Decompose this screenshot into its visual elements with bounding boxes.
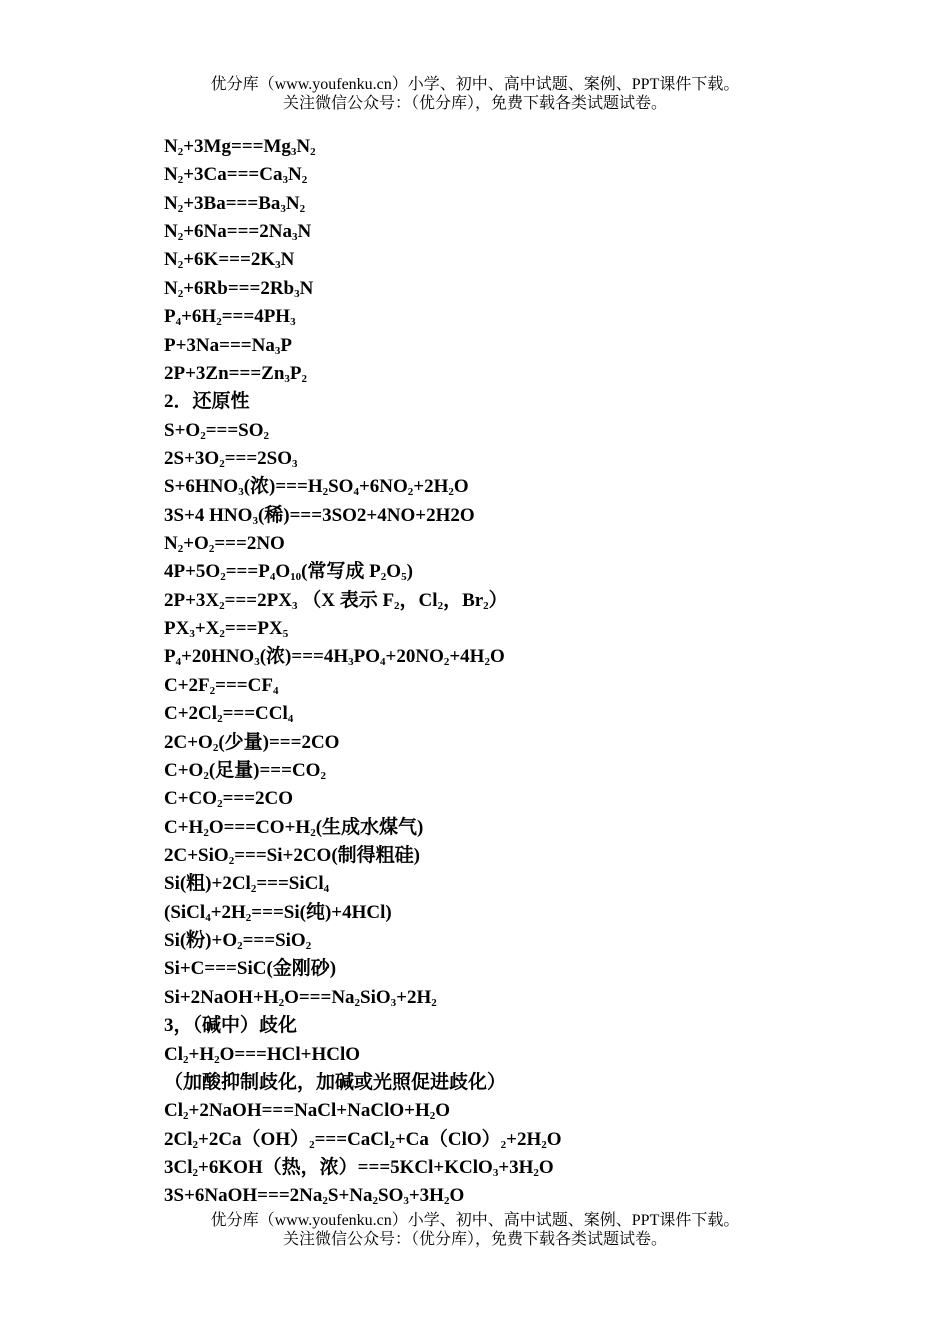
equation-line: $Si+2NaOH+H_2O===Na_2SiO_3+2H_2$ (164, 986, 437, 1009)
equation-line: $2S+3O_2===2SO_3$ (164, 447, 298, 470)
header-line-2: 关注微信公众号：（优分库），免费下载各类试题试卷。 (282, 95, 667, 112)
equation-line: $Cl_2+2NaOH===NaCl+NaClO+H_2O$ (164, 1100, 451, 1123)
equation-line: $4P+5O_2===P_4O_{10}$(常写成 $P_2O_5$) (164, 561, 413, 584)
equation-line: $C+H_2O===CO+H_2$(生成水煤气) (164, 816, 424, 839)
equation-line: $N_2+O_2===2NO$ (164, 533, 285, 556)
equation-line: 2．还原性 (164, 391, 250, 413)
equation-line: $PX_3+X_2===PX_5$ (164, 618, 289, 641)
equation-line: $S+O_2===SO_2$ (164, 419, 270, 442)
equation-line: $Cl_2+H_2O===HCl+HClO$ (164, 1043, 361, 1066)
page-footer (0, 1211, 950, 1249)
equation-line: $N_2+3Ca===Ca_3N_2$ (164, 164, 308, 187)
equation-line: $N_2+3Mg===Mg_3N_2$ (164, 136, 316, 158)
equation-line: $P_4+6H_2===4PH_3$ (164, 306, 296, 329)
equation-line: $P_4+20HNO_3$(浓)$===4H_3PO_4+20NO_2+4H_2O$ (164, 646, 505, 669)
equation-line: 2C+SiO$_2$===Si+2CO(制得粗硅) (164, 844, 420, 867)
equation-line: 3S+4 $HNO_3$(稀)===3SO2+4NO+2H2O (164, 504, 475, 527)
equation-line: $C+O_2$(足量)$===CO_2$ (164, 759, 326, 782)
equation-line: $3Cl_2+6KOH$（热，浓）$===5KCl+KClO_3+3H_2O$ (164, 1156, 554, 1179)
equation-line: $2C+O_2$(少量)===2CO (164, 731, 340, 754)
equation-line: $N_2+6Na===2Na_3N$ (164, 221, 312, 244)
page-header (0, 75, 950, 113)
equation-line: $N_2+3Ba===Ba_3N_2$ (164, 192, 306, 215)
equation-list (164, 133, 864, 1211)
equation-line: $C+2F_2===CF_4$ (164, 674, 279, 697)
equation-line: 3，（碱中）歧化 (164, 1015, 298, 1037)
header-line-1: 优分库（www.youfenku.cn）小学、初中、高中试题、案例、PPT课件下载。 (210, 76, 740, 93)
equation-line: $N_2+6Rb===2Rb_3N$ (164, 277, 314, 300)
equation-line: $S+6HNO_3$(浓)$===H_2SO_4+6NO_2+2H_2O$ (164, 476, 469, 499)
equation-line: $C+2Cl_2===CCl_4$ (164, 703, 294, 726)
equation-line: $C+CO_2===2CO$ (164, 788, 294, 811)
equation-line: Si+C===SiC(金刚砂) (164, 958, 337, 980)
equation-line: Si(粉)$+O_2===SiO_2$ (164, 930, 312, 953)
equation-line: ($SiCl_4+2H_2===Si$(纯)+4HCl) (164, 901, 392, 924)
equation-line: $2Cl_2+2Ca(OH)_2===CaCl_2+Ca(ClO)_2+2H_2O$ (164, 1128, 562, 1151)
footer-line-1: 优分库（www.youfenku.cn）小学、初中、高中试题、案例、PPT课件下载。 (210, 1212, 740, 1229)
footer-line-2: 关注微信公众号：（优分库），免费下载各类试题试卷。 (282, 1231, 667, 1248)
equation-line: $3S+6NaOH===2Na_2S+Na_2SO_3+3H_2O$ (164, 1185, 465, 1208)
equation-line: Si(粗)$+2Cl_2===SiCl_4$ (164, 873, 330, 896)
equation-line: （加酸抑制歧化，加碱或光照促进歧化） (164, 1071, 507, 1093)
equation-line: $2P+3X_2===2PX_3$ （X 表示 $F_2$，$Cl_2$，$Br_2$） (164, 589, 508, 612)
equation-line: $N_2+6K===2K_3N$ (164, 249, 295, 272)
equation-line: $2P+3Zn===Zn_3P_2$ (164, 362, 308, 385)
equation-line: $P+3Na===Na_3P$ (164, 334, 292, 357)
